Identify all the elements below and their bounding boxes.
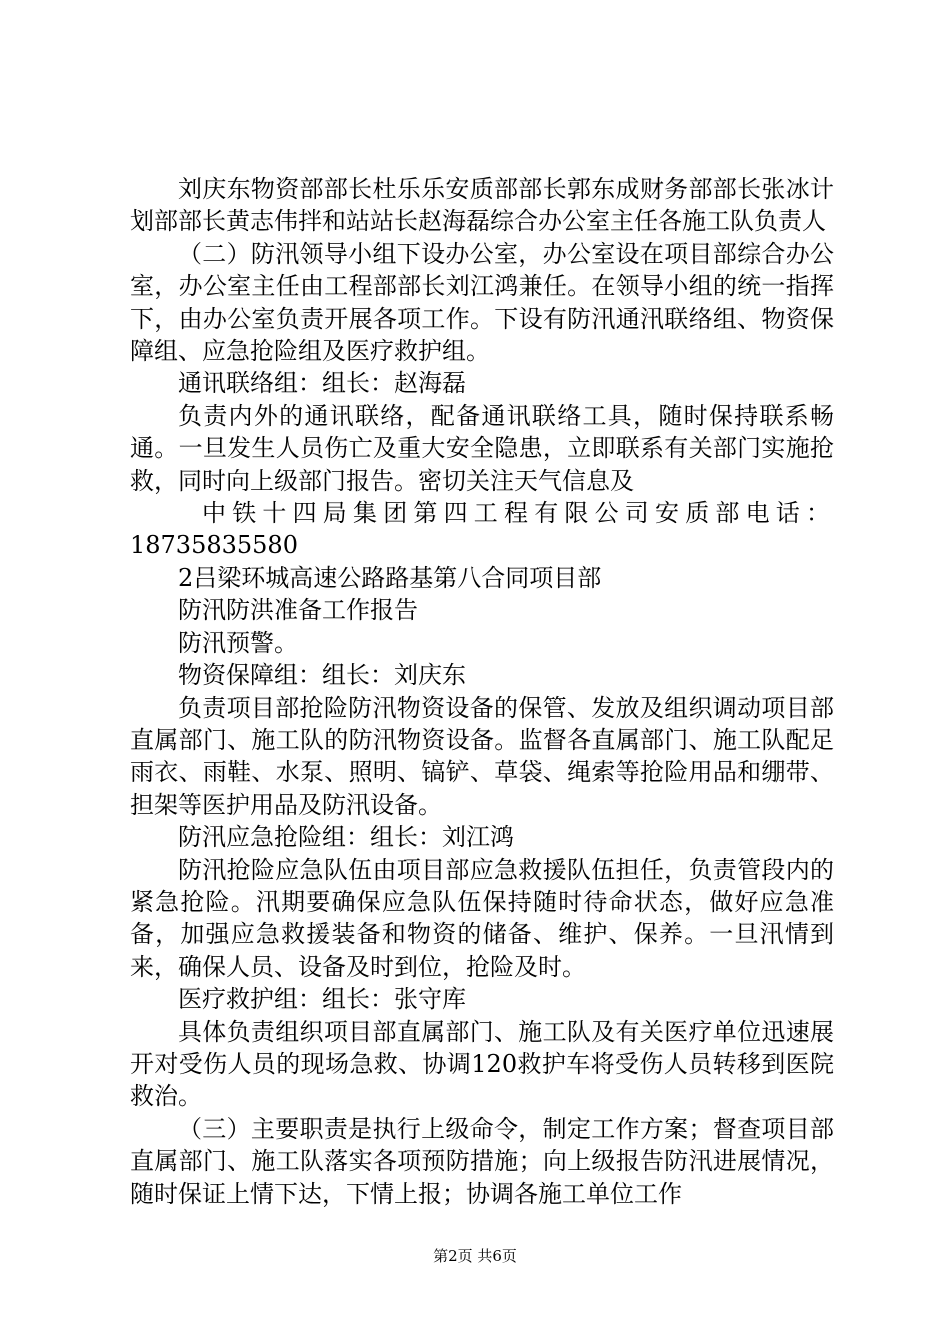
communication-group-heading: 通讯联络组：组长：赵海磊 <box>178 369 466 398</box>
company-phone-line: 中铁十四局集团第四工程有限公司安质部电话： <box>202 499 834 528</box>
supply-group-paragraph: 负责项目部抢险防汛物资设备的保管、发放及组织调动项目部直属部门、施工队的防汛物资设备。监督各直属部门、施工队配足雨衣、雨鞋、水泵、照明、镐铲、草袋、绳索等抢险用品和绷带、担架等医护用品及防汛设备。 <box>130 693 834 819</box>
supply-group-heading: 物资保障组：组长：刘庆东 <box>178 661 466 690</box>
project-name-line: 2吕梁环城高速公路路基第八合同项目部 <box>178 563 602 592</box>
medical-group-heading: 医疗救护组：组长：张守库 <box>178 985 466 1014</box>
rescue-group-heading: 防汛应急抢险组：组长：刘江鸿 <box>178 823 514 852</box>
medical-group-paragraph: 具体负责组织项目部直属部门、施工队及有关医疗单位迅速展开对受伤人员的现场急救、协调120救护车将受伤人员转移到医院救治。 <box>130 1017 834 1111</box>
rescue-group-paragraph: 防汛抢险应急队伍由项目部应急救援队伍担任，负责管段内的紧急抢险。汛期要确保应急队伍保持随时待命状态，做好应急准备，加强应急救援装备和物资的储备、维护、保养。一旦汛情到来，确保人员、设备及时到位，抢险及时。 <box>130 855 834 981</box>
office-setup-paragraph: （二）防汛领导小组下设办公室，办公室设在项目部综合办公室，办公室主任由工程部部长刘江鸿兼任。在领导小组的统一指挥下，由办公室负责开展各项工作。下设有防汛通汛联络组、物资保障组、应急抢险组及医疗救护组。 <box>130 239 834 366</box>
phone-number: 18735835580 <box>130 531 298 560</box>
flood-warning-line: 防汛预警。 <box>178 628 298 657</box>
main-duties-paragraph: （三）主要职责是执行上级命令，制定工作方案；督查项目部直属部门、施工队落实各项预防措施；向上级报告防汛进展情况，随时保证上情下达，下情上报；协调各施工单位工作 <box>130 1114 834 1208</box>
communication-group-paragraph: 负责内外的通讯联络，配备通讯联络工具，随时保持联系畅通。一旦发生人员伤亡及重大安全隐患，立即联系有关部门实施抢救，同时向上级部门报告。密切关注天气信息及 <box>130 401 834 495</box>
report-title-line: 防汛防洪准备工作报告 <box>178 596 418 625</box>
document-body <box>130 173 834 1210</box>
member-list-paragraph: 刘庆东物资部部长杜乐乐安质部部长郭东成财务部部长张冰计划部部长黄志伟拌和站站长赵海磊综合办公室主任各施工队负责人 <box>130 175 834 236</box>
page-number-footer: 第2页 共6页 <box>433 1247 517 1265</box>
